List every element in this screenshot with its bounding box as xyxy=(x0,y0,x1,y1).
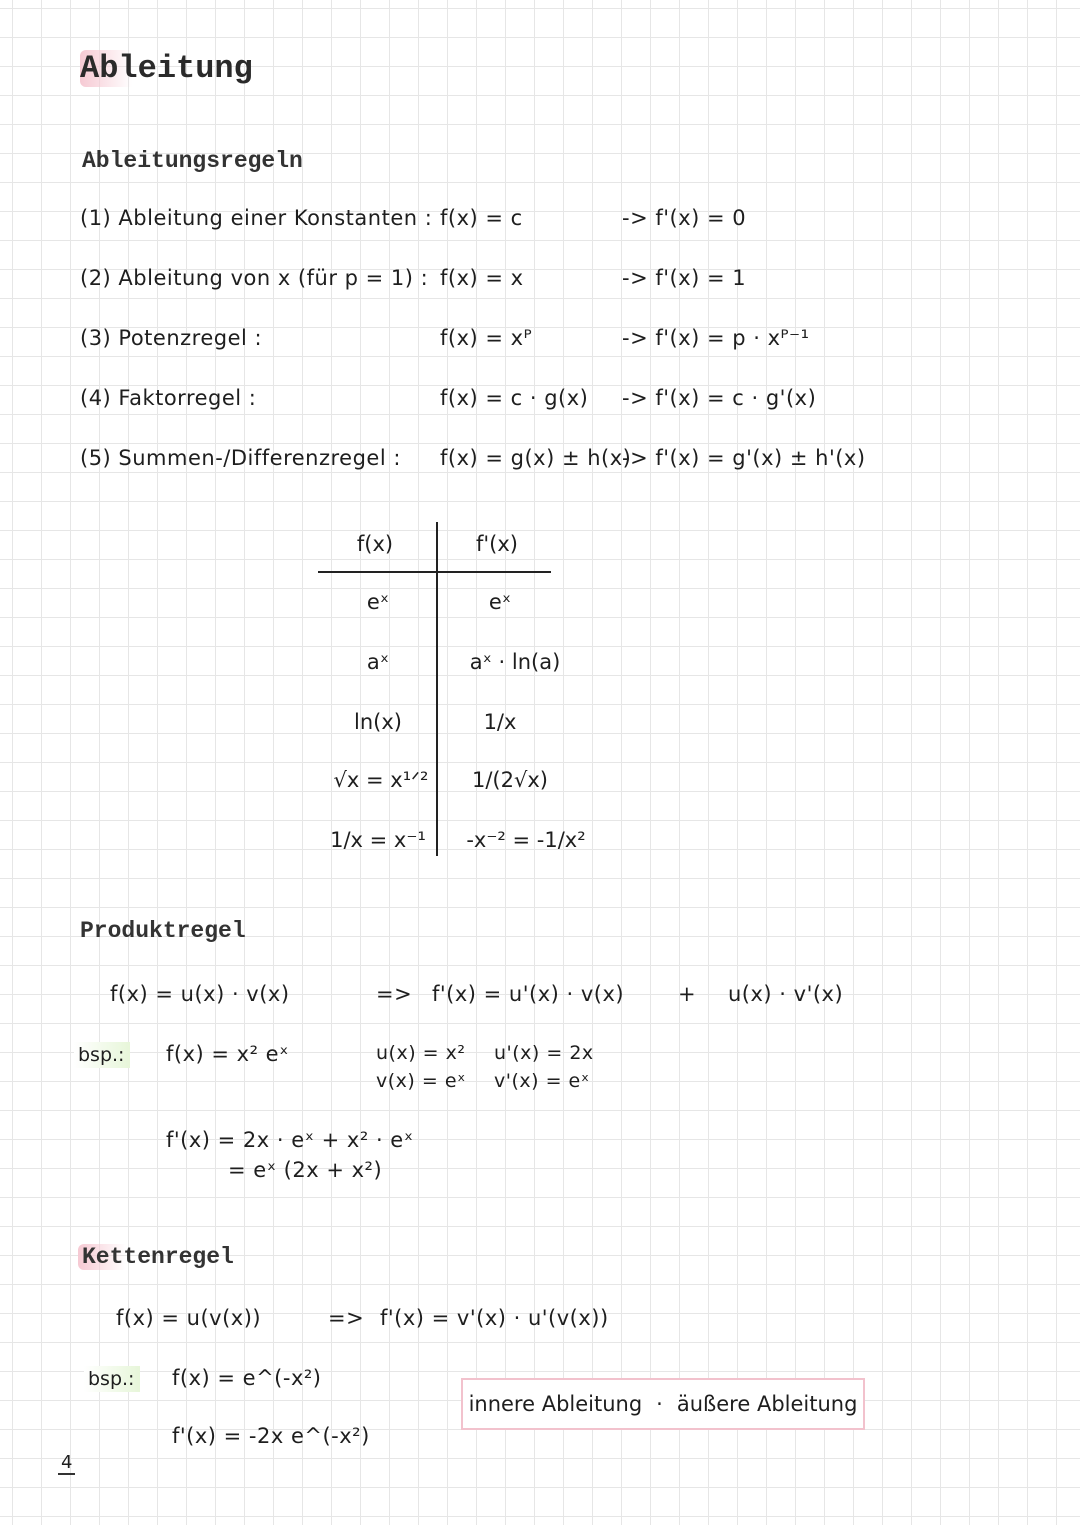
table-row-4-f: √x = x¹ᐟ² xyxy=(333,768,429,792)
kettenregel-bsp-label: bsp.: xyxy=(84,1366,140,1392)
section-heading-ableitungsregeln: Ableitungsregeln xyxy=(82,148,303,174)
rule-1-derivative: -> f'(x) = 0 xyxy=(622,206,747,230)
produktregel-formula-right: f'(x) = u'(x) · v(x) xyxy=(432,982,625,1006)
rule-3-derivative: -> f'(x) = p · xᴾ⁻¹ xyxy=(622,326,810,350)
rule-4-derivative: -> f'(x) = c · g'(x) xyxy=(622,386,817,410)
produktregel-u: u(x) = x² xyxy=(376,1042,466,1064)
rule-5-label: (5) Summen-/Differenzregel : xyxy=(80,446,401,470)
produktregel-formula-left: f(x) = u(x) · v(x) xyxy=(110,982,290,1006)
page-number: 4 xyxy=(58,1452,75,1475)
rule-2-derivative: -> f'(x) = 1 xyxy=(622,266,747,290)
produktregel-formula-right2: u(x) · v'(x) xyxy=(728,982,844,1006)
kettenregel-arrow: => xyxy=(328,1306,365,1330)
kettenregel-note-box xyxy=(461,1378,865,1430)
box-outer-derivative: äußere Ableitung xyxy=(676,1392,858,1416)
section-heading-produktregel: Produktregel xyxy=(80,918,246,944)
table-horizontal-divider xyxy=(318,571,551,573)
rule-1-function: f(x) = c xyxy=(440,206,523,230)
table-header-df: f'(x) xyxy=(476,532,518,556)
produktregel-plus: + xyxy=(678,982,697,1006)
box-multiply-dot: · xyxy=(656,1392,663,1416)
rule-1-label: (1) Ableitung einer Konstanten : xyxy=(80,206,433,230)
rule-3-function: f(x) = xᴾ xyxy=(440,326,533,350)
table-row-3-f: ln(x) xyxy=(354,710,402,734)
rule-3-label: (3) Potenzregel : xyxy=(80,326,263,350)
table-row-3-df: 1/x xyxy=(483,710,517,734)
rule-5-function: f(x) = g(x) ± h(x) xyxy=(440,446,632,470)
table-row-1-df: eˣ xyxy=(488,590,512,614)
kettenregel-formula-right: f'(x) = v'(x) · u'(v(x)) xyxy=(380,1306,609,1330)
rule-2-function: f(x) = x xyxy=(440,266,524,290)
produktregel-arrow: => xyxy=(376,982,413,1006)
table-row-4-df: 1/(2√x) xyxy=(472,768,548,792)
page-title: Ableitung xyxy=(80,50,253,87)
rule-4-function: f(x) = c · g(x) xyxy=(440,386,589,410)
kettenregel-heading-text: Kettenregel xyxy=(78,1244,238,1270)
produktregel-dv: v'(x) = eˣ xyxy=(494,1070,590,1092)
produktregel-bsp-function: f(x) = x² eˣ xyxy=(166,1042,289,1066)
section-heading-kettenregel xyxy=(78,1244,238,1270)
produktregel-result-line-2: = eˣ (2x + x²) xyxy=(228,1158,383,1182)
table-header-f: f(x) xyxy=(356,532,394,556)
kettenregel-formula-left: f(x) = u(v(x)) xyxy=(116,1306,262,1330)
table-row-5-f: 1/x = x⁻¹ xyxy=(330,828,426,852)
kettenregel-bsp-function: f(x) = e^(-x²) xyxy=(172,1366,322,1390)
produktregel-result-line-1: f'(x) = 2x · eˣ + x² · eˣ xyxy=(166,1128,414,1152)
produktregel-du: u'(x) = 2x xyxy=(494,1042,594,1064)
rule-4-label: (4) Faktorregel : xyxy=(80,386,257,410)
table-row-2-f: aˣ xyxy=(366,650,390,674)
table-row-5-df: -x⁻² = -1/x² xyxy=(466,828,586,852)
produktregel-v: v(x) = eˣ xyxy=(376,1070,466,1092)
kettenregel-result: f'(x) = -2x e^(-x²) xyxy=(172,1424,370,1448)
rule-5-derivative: -> f'(x) = g'(x) ± h'(x) xyxy=(622,446,866,470)
table-row-1-f: eˣ xyxy=(366,590,390,614)
table-row-2-df: aˣ · ln(a) xyxy=(469,650,561,674)
box-inner-derivative: innere Ableitung xyxy=(468,1392,643,1416)
produktregel-bsp-label: bsp.: xyxy=(74,1042,130,1068)
rule-2-label: (2) Ableitung von x (für p = 1) : xyxy=(80,266,429,290)
